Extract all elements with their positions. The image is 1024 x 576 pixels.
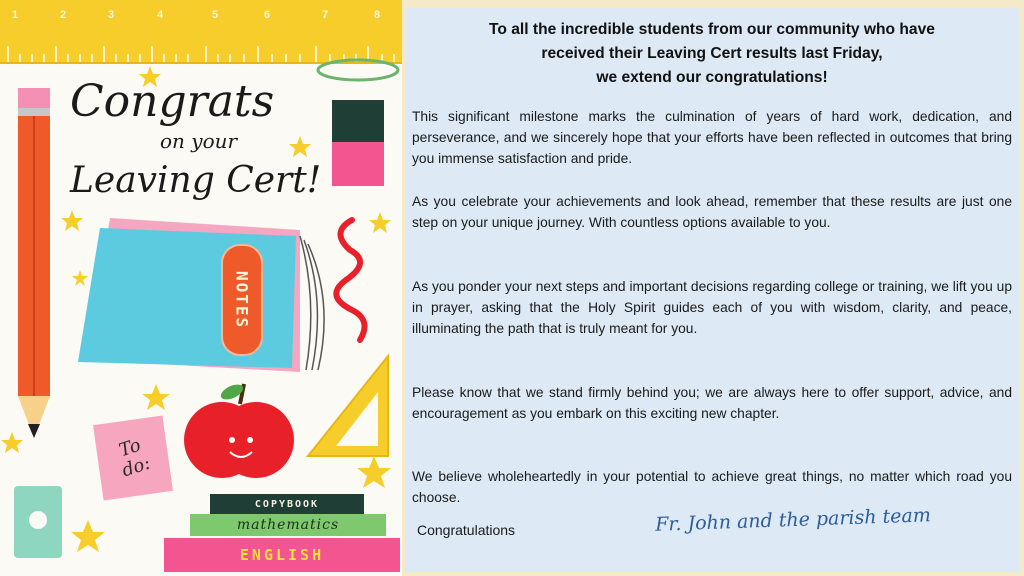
headline-line: we extend our congratulations! [596,69,828,86]
pencil-icon [18,88,50,438]
title-line-3: Leaving Cert! [70,160,322,201]
ruler-number: 6 [264,9,271,21]
ruler-number: 5 [212,9,219,21]
paragraph-milestone: This significant milestone marks the culmination of years of hard work, dedication, and perseverance, and we sincerely hope that your efforts have been reflected in outcomes that bring you immense satisfaction and pride. [412,109,1012,167]
ruler-number: 1 [12,9,19,21]
title-line-2: on your [160,129,238,153]
paragraph-prayer: As you ponder your next steps and important decisions regarding college or training, we lift you up in prayer, asking that the Holy Spirit guides each of you with wisdom, clarity, and peace, illuminating the path that is truly meant for you. [412,279,1012,337]
notes-text: NOTES [232,270,252,330]
copybook: COPYBOOK [210,494,364,514]
paragraph-support: Please know that we stand firmly behind you; we are always here to offer support, advice, and encouragement as you embark on this exciting new chapter. [412,385,1012,422]
signature: Fr. John and the parish team [654,504,932,536]
headline [405,18,1019,90]
paragraph-belief: We believe wholeheartedly in your potential to achieve great things, no matter which road you choose. [412,469,1012,506]
apple-icon [184,381,294,478]
todo-note [93,415,173,500]
todo-text: To do: [116,434,153,482]
paragraph-journey: As you celebrate your achievements and look ahead, remember that these results are just one step on your unique journey. With countless options available to you. [412,194,1012,231]
notebook-icon [78,218,324,372]
mathematics-book: mathematics [190,514,386,536]
sharpener-icon [14,486,62,558]
notes-label [221,244,263,356]
ruler-number: 3 [108,9,115,21]
title-line-1: Congrats [70,76,275,127]
ruler-number: 4 [157,9,164,21]
ruler-number: 8 [374,9,381,21]
closing-text: Congratulations [417,522,516,538]
message-panel [405,8,1019,572]
congrats-illustration [0,0,402,576]
congrats-title [50,66,340,216]
headline-line: received their Leaving Cert results last Friday, [541,45,883,62]
ribbon-icon [336,220,364,340]
headline-line: To all the incredible students from our community who have [489,21,935,38]
ruler-number: 2 [60,9,67,21]
ruler-number: 7 [322,9,329,21]
english-book: ENGLISH [164,538,400,572]
